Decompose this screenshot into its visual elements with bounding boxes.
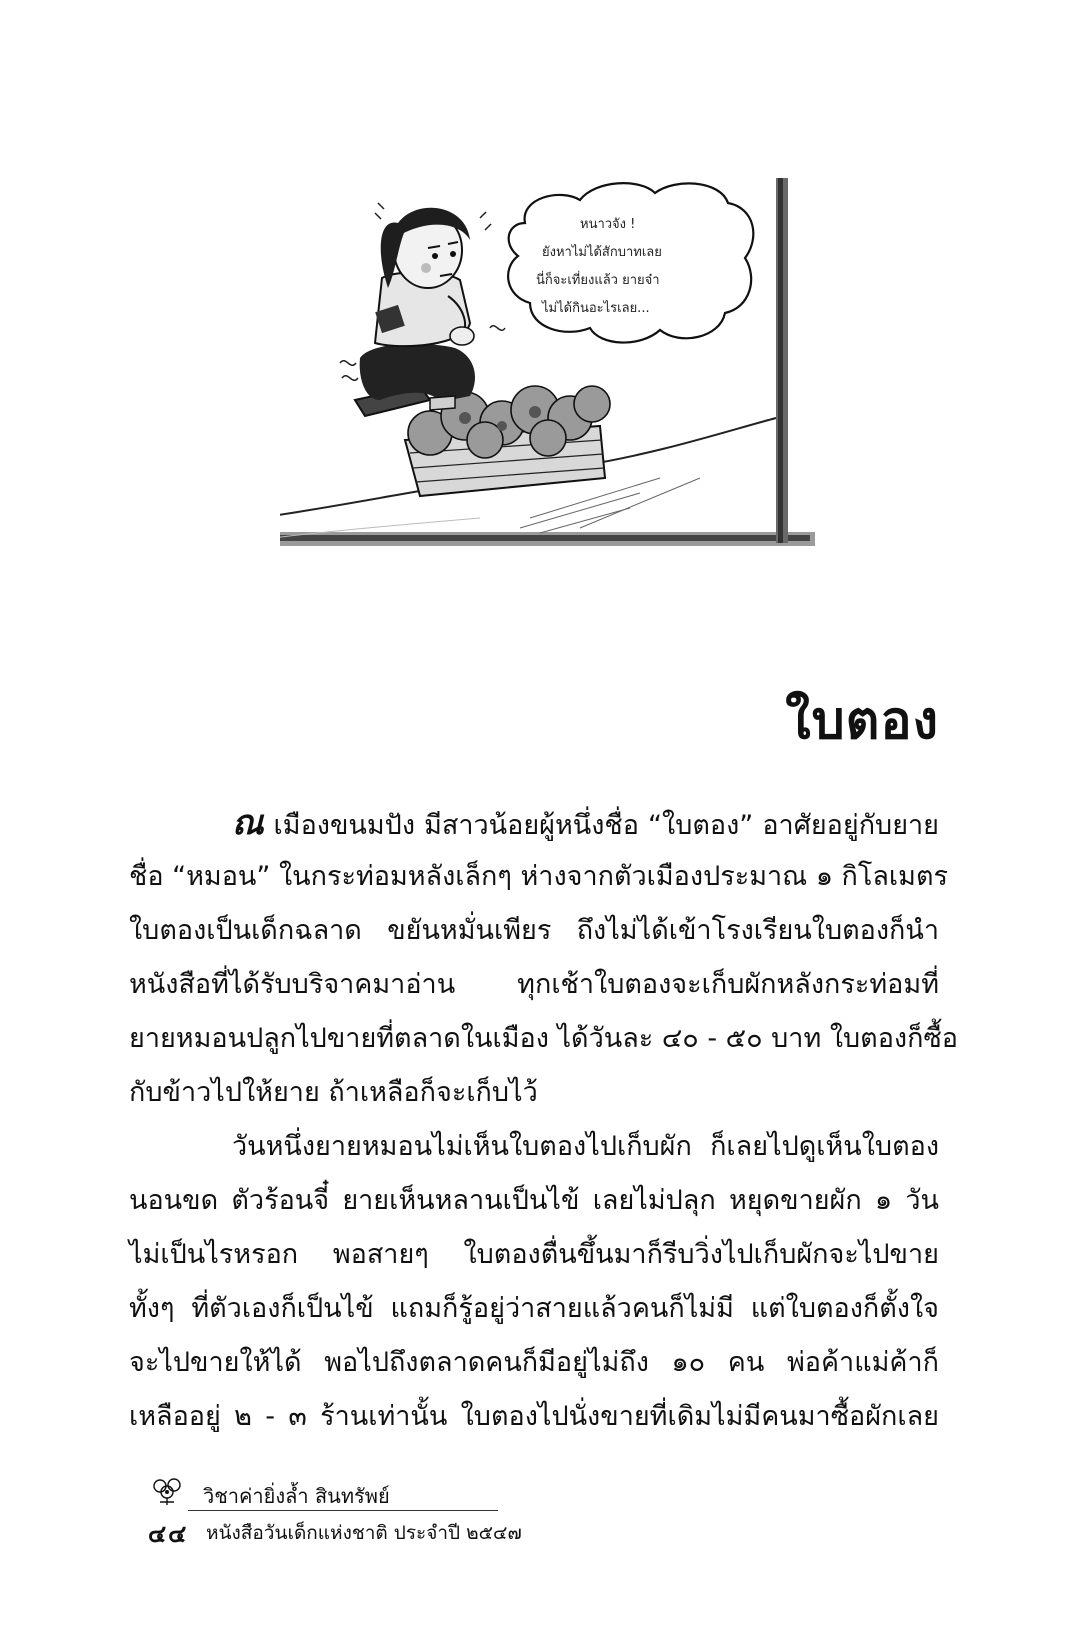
page-number: ๔๔ xyxy=(148,1520,189,1548)
footer-divider xyxy=(188,1510,498,1511)
text-line: จะไปขายให้ได้ พอไปถึงตลาดคนก็มีอยู่ไม่ถึง ๑๐ คน พ่อค้าแม่ค้าก็ xyxy=(129,1347,939,1378)
story-body xyxy=(129,803,958,1456)
text-line: นอนขด ตัวร้อนจี๋ ยายเห็นหลานเป็นไข้ เลยไม่ปลุก หยุดขายผัก ๑ วัน xyxy=(129,1185,939,1216)
subject-label: วิชาค่ายิ่งล้ำ สินทรัพย์ xyxy=(203,1484,390,1508)
girl-selling-vegetables-drawing xyxy=(280,178,820,576)
text-line: หนังสือที่ได้รับบริจาคมาอ่าน ทุกเช้าใบตองจะเก็บผักหลังกระท่อมที่ xyxy=(129,969,939,1000)
text-line: เหลืออยู่ ๒ - ๓ ร้านเท่านั้น ใบตองไปนั่งขายที่เดิมไม่มีคนมาซื้อผักเลย xyxy=(129,1401,939,1432)
story-title: ใบตอง xyxy=(785,691,939,751)
text-line: วันหนึ่งยายหมอนไม่เห็นใบตองไปเก็บผัก ก็เลยไปดูเห็นใบตอง xyxy=(232,1131,939,1162)
text-line: ณ เมืองขนมปัง มีสาวน้อยผู้หนึ่งชื่อ “ใบตอง” อาศัยอยู่กับยาย xyxy=(232,803,939,843)
illustration xyxy=(280,178,820,576)
bubble-line-1: หนาวจัง ! xyxy=(580,217,636,232)
drop-lead: ณ xyxy=(232,803,264,843)
text-line: กับข้าวไปให้ยาย ถ้าเหลือก็จะเก็บไว้ xyxy=(129,1077,538,1108)
text-line: ไม่เป็นไรหรอก พอสายๆ ใบตองตื่นขึ้นมาก็รีบวิ่งไปเก็บผักจะไปขาย xyxy=(129,1239,939,1270)
bubble-line-4: ไม่ได้กินอะไรเลย... xyxy=(542,301,650,316)
bubble-line-3: นี่ก็จะเที่ยงแล้ว ยายจ๋า xyxy=(536,273,660,288)
text-line: ทั้งๆ ที่ตัวเองก็เป็นไข้ แถมก็รู้อยู่ว่าสายแล้วคนก็ไม่มี แต่ใบตองก็ตั้งใจ xyxy=(129,1293,939,1324)
text-line: ยายหมอนปลูกไปขายที่ตลาดในเมือง ได้วันละ ๔๐ - ๕๐ บาท ใบตองก็ซื้อ xyxy=(129,1023,958,1054)
flower-icon xyxy=(148,1476,188,1506)
book-title: หนังสือวันเด็กแห่งชาติ ประจำปี ๒๕๔๗ xyxy=(206,1522,522,1544)
text-line: ชื่อ “หมอน” ในกระท่อมหลังเล็กๆ ห่างจากตัวเมืองประมาณ ๑ กิโลเมตร xyxy=(129,861,948,892)
text-line: ใบตองเป็นเด็กฉลาด ขยันหมั่นเพียร ถึงไม่ได้เข้าโรงเรียนใบตองก็นำ xyxy=(129,915,939,946)
bubble-line-2: ยังหาไม่ได้สักบาทเลย xyxy=(542,245,662,260)
